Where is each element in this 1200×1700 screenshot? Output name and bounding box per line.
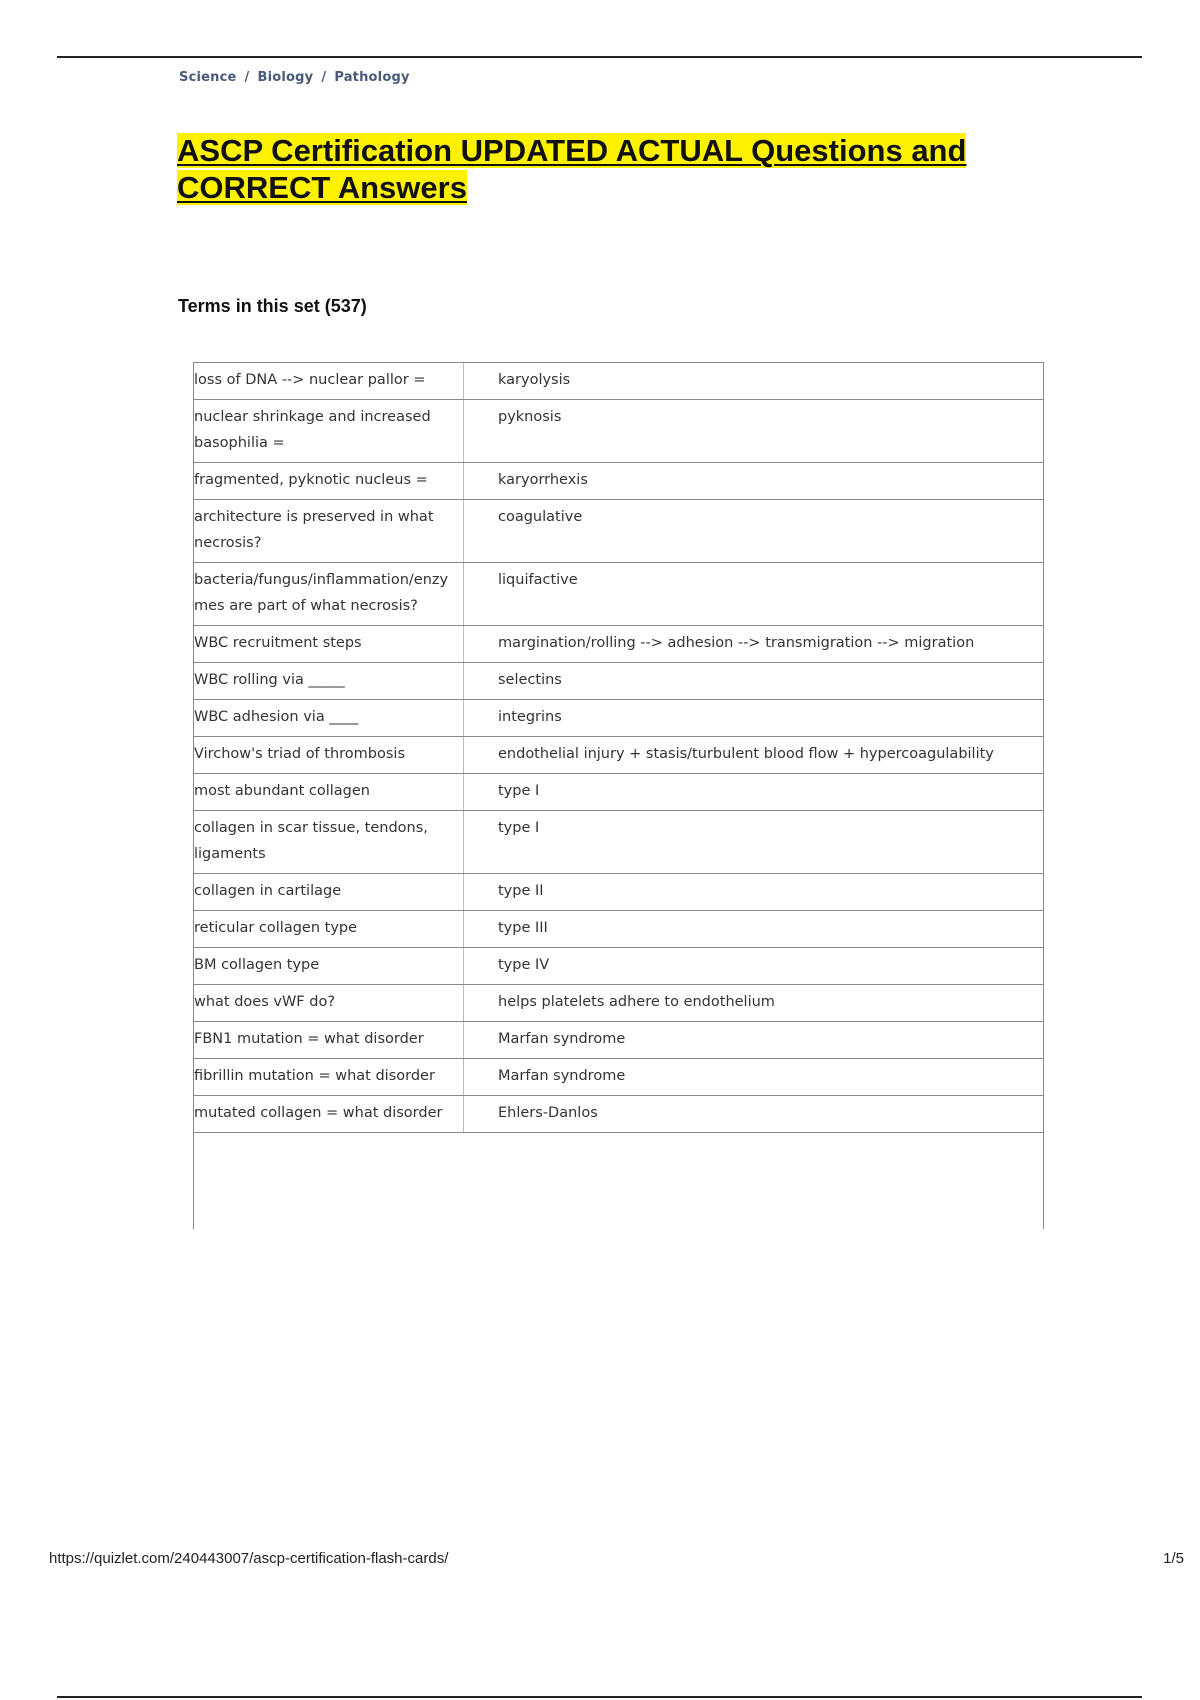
definition-cell: karyorrhexis: [464, 463, 1044, 500]
term-cell: bacteria/fungus/inflammation/enzymes are part of what necrosis?: [194, 563, 464, 626]
breadcrumb-separator: /: [244, 70, 250, 85]
definition-cell: Ehlers-Danlos: [464, 1096, 1044, 1133]
terms-count-heading: Terms in this set (537): [178, 296, 367, 316]
term-cell: nuclear shrinkage and increased basophilia =: [194, 400, 464, 463]
term-cell: architecture is preserved in what necrosis?: [194, 500, 464, 563]
term-cell: mutated collagen = what disorder: [194, 1096, 464, 1133]
definition-cell: coagulative: [464, 500, 1044, 563]
table-row: [194, 985, 1043, 1022]
table-row: [194, 1096, 1043, 1133]
table-row: [194, 737, 1043, 774]
page-title: [177, 132, 1037, 206]
definition-cell: Marfan syndrome: [464, 1022, 1044, 1059]
definition-cell: karyolysis: [464, 363, 1044, 400]
term-cell: collagen in scar tissue, tendons, ligaments: [194, 811, 464, 874]
table-row: [194, 663, 1043, 700]
table-row: [194, 626, 1043, 663]
definition-cell: pyknosis: [464, 400, 1044, 463]
term-cell: WBC recruitment steps: [194, 626, 464, 663]
term-cell: BM collagen type: [194, 948, 464, 985]
term-cell: most abundant collagen: [194, 774, 464, 811]
table-row: [194, 1059, 1043, 1096]
top-rule: [57, 56, 1142, 58]
term-cell: WBC rolling via _____: [194, 663, 464, 700]
table-row: [194, 400, 1043, 463]
term-cell: reticular collagen type: [194, 911, 464, 948]
page-number: 1/5: [1163, 1550, 1184, 1567]
bottom-rule: [57, 1696, 1142, 1698]
breadcrumb-separator: /: [321, 70, 327, 85]
table-row: [194, 811, 1043, 874]
term-cell: WBC adhesion via ____: [194, 700, 464, 737]
term-cell: Virchow's triad of thrombosis: [194, 737, 464, 774]
table-row: [194, 463, 1043, 500]
title-line-2: CORRECT Answers: [177, 170, 467, 205]
table-row: [194, 948, 1043, 985]
footer-url[interactable]: https://quizlet.com/240443007/ascp-certification-flash-cards/: [49, 1550, 449, 1567]
table-row: [194, 500, 1043, 563]
definition-cell: integrins: [464, 700, 1044, 737]
definition-cell: type II: [464, 874, 1044, 911]
table-row: [194, 911, 1043, 948]
term-cell: fibrillin mutation = what disorder: [194, 1059, 464, 1096]
definition-cell: type III: [464, 911, 1044, 948]
terms-table: [193, 362, 1044, 1229]
definition-cell: selectins: [464, 663, 1044, 700]
definition-cell: Marfan syndrome: [464, 1059, 1044, 1096]
definition-cell: endothelial injury + stasis/turbulent blood flow + hypercoagulability: [464, 737, 1044, 774]
term-cell: fragmented, pyknotic nucleus =: [194, 463, 464, 500]
table-row: [194, 700, 1043, 737]
definition-cell: type I: [464, 811, 1044, 874]
definition-cell: helps platelets adhere to endothelium: [464, 985, 1044, 1022]
definition-cell: type I: [464, 774, 1044, 811]
table-row: [194, 563, 1043, 626]
table-row: [194, 363, 1043, 400]
breadcrumb: [179, 70, 410, 85]
breadcrumb-item-science[interactable]: Science: [179, 70, 237, 85]
definition-cell: liquifactive: [464, 563, 1044, 626]
definition-cell: type IV: [464, 948, 1044, 985]
title-line-1: ASCP Certification UPDATED ACTUAL Questions and: [177, 133, 967, 168]
breadcrumb-item-biology[interactable]: Biology: [257, 70, 314, 85]
table-row: [194, 774, 1043, 811]
term-cell: loss of DNA --> nuclear pallor =: [194, 363, 464, 400]
term-cell: what does vWF do?: [194, 985, 464, 1022]
definition-cell: margination/rolling --> adhesion --> transmigration --> migration: [464, 626, 1044, 663]
table-row: [194, 874, 1043, 911]
term-cell: collagen in cartilage: [194, 874, 464, 911]
table-row: [194, 1022, 1043, 1059]
breadcrumb-item-pathology[interactable]: Pathology: [334, 70, 410, 85]
term-cell: FBN1 mutation = what disorder: [194, 1022, 464, 1059]
